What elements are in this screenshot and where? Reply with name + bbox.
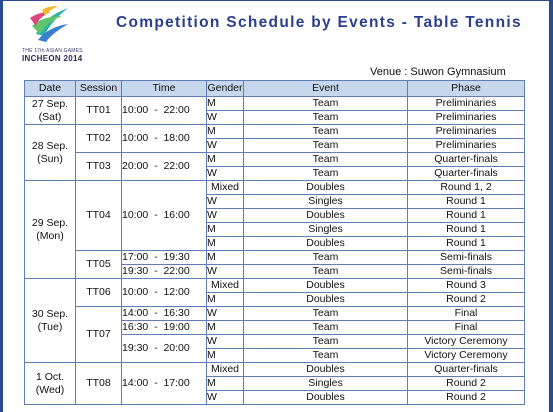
- event-cell: Doubles: [244, 293, 408, 307]
- column-header-time: Time: [122, 81, 207, 97]
- phase-cell: Round 2: [408, 377, 525, 391]
- logo-subtitle: THE 17th ASIAN GAMES: [22, 48, 83, 54]
- table-row: [25, 279, 525, 293]
- time-cell: 20:00 - 22:00: [122, 153, 207, 181]
- phase-cell: Quarter-finals: [408, 167, 525, 181]
- table-row: [25, 307, 525, 321]
- phase-cell: Semi-finals: [408, 265, 525, 279]
- gender-cell: M: [207, 293, 244, 307]
- table-row: [25, 125, 525, 139]
- event-cell: Doubles: [244, 279, 408, 293]
- gender-cell: W: [207, 391, 244, 405]
- time-cell: 10:00 - 12:00: [122, 279, 207, 307]
- date-cell: [25, 279, 76, 363]
- event-cell: Team: [244, 251, 408, 265]
- gender-cell: M: [207, 125, 244, 139]
- phase-cell: Victory Ceremony: [408, 335, 525, 349]
- event-cell: Team: [244, 153, 408, 167]
- phase-cell: Quarter-finals: [408, 153, 525, 167]
- column-header-phase: Phase: [408, 81, 525, 97]
- table-row: [25, 181, 525, 195]
- asian-games-logo: [22, 4, 88, 64]
- time-cell: 14:00 - 16:30: [122, 307, 207, 321]
- schedule-body: [25, 97, 525, 405]
- gender-cell: Mixed: [207, 363, 244, 377]
- phase-cell: Round 1: [408, 223, 525, 237]
- schedule-table: [24, 80, 525, 405]
- phase-cell: Victory Ceremony: [408, 349, 525, 363]
- date-cell: [25, 97, 76, 125]
- event-cell: Doubles: [244, 209, 408, 223]
- phase-cell: Round 3: [408, 279, 525, 293]
- phase-cell: Preliminaries: [408, 111, 525, 125]
- gender-cell: M: [207, 349, 244, 363]
- logo-title: INCHEON 2014: [22, 54, 83, 63]
- event-cell: Doubles: [244, 363, 408, 377]
- asian-games-logo-icon: [28, 4, 70, 44]
- phase-cell: Round 1, 2: [408, 181, 525, 195]
- gender-cell: M: [207, 251, 244, 265]
- event-cell: Team: [244, 125, 408, 139]
- gender-cell: Mixed: [207, 279, 244, 293]
- date-text: 1 Oct.: [35, 370, 64, 383]
- session-cell: TT07: [76, 307, 122, 363]
- gender-cell: W: [207, 209, 244, 223]
- time-cell: 17:00 - 19:30: [122, 251, 207, 265]
- date-cell: [25, 181, 76, 279]
- event-cell: Doubles: [244, 237, 408, 251]
- event-cell: Team: [244, 321, 408, 335]
- gender-cell: W: [207, 139, 244, 153]
- event-cell: Singles: [244, 223, 408, 237]
- weekday-text: (Wed): [35, 383, 65, 396]
- table-row: [25, 97, 525, 111]
- weekday-text: (Sun): [37, 152, 63, 165]
- phase-cell: Quarter-finals: [408, 363, 525, 377]
- gender-cell: Mixed: [207, 181, 244, 195]
- event-cell: Team: [244, 139, 408, 153]
- phase-cell: Preliminaries: [408, 139, 525, 153]
- weekday-text: (Mon): [36, 229, 64, 242]
- gender-cell: W: [207, 335, 244, 349]
- page-title: Competition Schedule by Events - Table Tennis: [116, 14, 522, 31]
- session-cell: TT01: [76, 97, 122, 125]
- date-text: 28 Sep.: [31, 139, 69, 152]
- date-cell: [25, 363, 76, 405]
- gender-cell: W: [207, 111, 244, 125]
- event-cell: Team: [244, 265, 408, 279]
- column-header-gender: Gender: [207, 81, 244, 97]
- gender-cell: W: [207, 307, 244, 321]
- gender-cell: M: [207, 377, 244, 391]
- weekday-text: (Tue): [37, 320, 63, 333]
- phase-cell: Round 1: [408, 209, 525, 223]
- table-row: [25, 251, 525, 265]
- session-cell: TT03: [76, 153, 122, 181]
- session-cell: TT04: [76, 181, 122, 251]
- event-cell: Team: [244, 97, 408, 111]
- phase-cell: Semi-finals: [408, 251, 525, 265]
- date-cell: [25, 125, 76, 181]
- time-cell: 10:00 - 18:00: [122, 125, 207, 153]
- phase-cell: Preliminaries: [408, 97, 525, 111]
- gender-cell: W: [207, 195, 244, 209]
- phase-cell: Final: [408, 321, 525, 335]
- time-cell: 19:30 - 22:00: [122, 265, 207, 279]
- event-cell: Doubles: [244, 391, 408, 405]
- table-row: [25, 363, 525, 377]
- table-row: [25, 153, 525, 167]
- venue-label: Venue : Suwon Gymnasium: [370, 66, 506, 78]
- phase-cell: Preliminaries: [408, 125, 525, 139]
- event-cell: Team: [244, 111, 408, 125]
- date-text: 29 Sep.: [31, 216, 69, 229]
- weekday-text: (Sat): [38, 110, 62, 123]
- column-header-date: Date: [25, 81, 76, 97]
- gender-cell: W: [207, 167, 244, 181]
- column-header-session: Session: [76, 81, 122, 97]
- time-cell: 10:00 - 16:00: [122, 181, 207, 251]
- event-cell: Team: [244, 167, 408, 181]
- session-cell: TT02: [76, 125, 122, 153]
- event-cell: Team: [244, 307, 408, 321]
- session-cell: TT08: [76, 363, 122, 405]
- phase-cell: Round 2: [408, 293, 525, 307]
- phase-cell: Round 1: [408, 237, 525, 251]
- event-cell: Team: [244, 335, 408, 349]
- phase-cell: Final: [408, 307, 525, 321]
- event-cell: Singles: [244, 377, 408, 391]
- table-header-row: [25, 81, 525, 97]
- time-cell: 14:00 - 17:00: [122, 363, 207, 405]
- session-cell: TT06: [76, 279, 122, 307]
- date-text: 30 Sep.: [31, 307, 69, 320]
- session-cell: TT05: [76, 251, 122, 279]
- phase-cell: Round 1: [408, 195, 525, 209]
- gender-cell: W: [207, 265, 244, 279]
- event-cell: Singles: [244, 195, 408, 209]
- column-header-event: Event: [244, 81, 408, 97]
- date-text: 27 Sep.: [31, 97, 69, 110]
- time-cell: 16:30 - 19:00: [122, 321, 207, 335]
- phase-cell: Round 2: [408, 391, 525, 405]
- gender-cell: M: [207, 153, 244, 167]
- time-cell: 10:00 - 22:00: [122, 97, 207, 125]
- gender-cell: M: [207, 97, 244, 111]
- gender-cell: M: [207, 321, 244, 335]
- time-cell: 19:30 - 20:00: [122, 335, 207, 363]
- gender-cell: M: [207, 237, 244, 251]
- event-cell: Team: [244, 349, 408, 363]
- gender-cell: M: [207, 223, 244, 237]
- event-cell: Doubles: [244, 181, 408, 195]
